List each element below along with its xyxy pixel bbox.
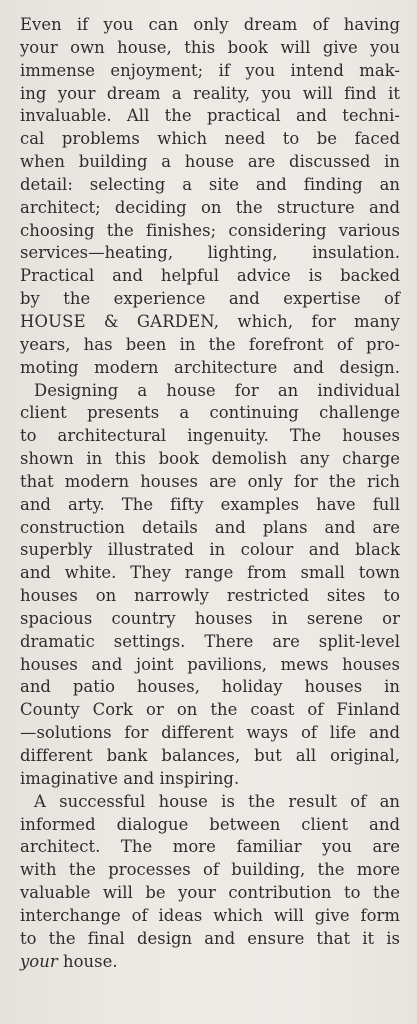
text-line: services—heating, lighting, insulation. — [20, 243, 400, 263]
text-line: A successful house is the result of an — [34, 791, 400, 811]
text-line: invaluable. All the practical and techni- — [20, 106, 400, 126]
text-line: ing your dream a reality, you will find it — [20, 83, 400, 103]
text-line: your own house, this book will give you — [20, 37, 400, 57]
text-line: architect. The more familiar you are — [20, 837, 400, 857]
text-line: different bank balances, but all original, — [20, 746, 400, 765]
text-line: interchange of ideas which will give form — [20, 905, 400, 925]
text-line: Designing a house for an individual — [34, 380, 400, 400]
text-line: dramatic settings. There are split-level — [20, 631, 400, 651]
paragraph-2 — [20, 380, 400, 791]
text-line: client presents a continuing challenge — [20, 403, 400, 423]
text-line: with the processes of building, the more — [20, 860, 400, 880]
text-line: cal problems which need to be faced — [20, 129, 400, 149]
text-line: immense enjoyment; if you intend mak- — [20, 60, 400, 80]
text-line: when building a house are discussed in — [20, 152, 400, 172]
text-line: and arty. The fifty examples have full — [20, 494, 400, 514]
text-line: informed dialogue between client and — [20, 814, 400, 834]
text-line: County Cork or on the coast of Finland — [20, 700, 400, 720]
text-line: and white. They range from small town — [20, 563, 400, 583]
text-line: houses on narrowly restricted sites to — [20, 586, 400, 606]
text-line: —solutions for different ways of life and — [20, 723, 400, 743]
text-line: HOUSE & GARDEN, which, for many — [20, 311, 400, 331]
text-line: and patio houses, holiday houses in — [20, 677, 400, 697]
text-line: Even if you can only dream of having — [20, 15, 400, 34]
paragraph-1 — [20, 14, 400, 380]
text-line: choosing the finishes; considering various — [20, 220, 400, 240]
text-line: to architectural ingenuity. The houses — [20, 426, 400, 446]
text-line: detail: selecting a site and finding an — [20, 174, 400, 194]
text-line: valuable will be your contribution to the — [20, 883, 400, 903]
text-line: years, has been in the forefront of pro- — [20, 334, 400, 354]
text-line: construction details and plans and are — [20, 517, 400, 537]
text-line: to the final design and ensure that it is — [20, 928, 400, 948]
text-line: architect; deciding on the structure and — [20, 197, 400, 217]
emphasis-your: your — [20, 951, 58, 971]
text-line: Practical and helpful advice is backed — [20, 266, 400, 286]
text-line: shown in this book demolish any charge — [20, 449, 400, 469]
text-line: superbly illustrated in colour and black — [20, 540, 400, 560]
text-line: spacious country houses in serene or — [20, 608, 400, 628]
text-line: houses and joint pavilions, mews houses — [20, 654, 400, 674]
text-line-end: house. — [57, 951, 118, 971]
text-line: moting modern architecture and design. — [20, 357, 400, 377]
text-line: that modern houses are only for the rich — [20, 471, 400, 491]
text-line: imaginative and inspiring. — [20, 768, 240, 788]
blurb-text — [20, 14, 400, 973]
text-line: by the experience and expertise of — [20, 289, 400, 309]
text-line-final — [20, 951, 400, 974]
paragraph-3 — [20, 791, 400, 974]
